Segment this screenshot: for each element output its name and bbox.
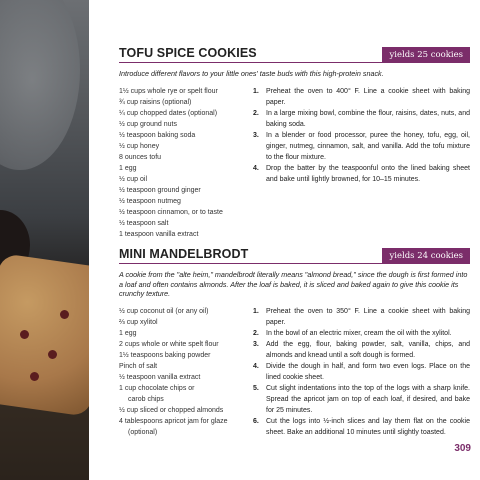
recipe-header bbox=[119, 245, 470, 264]
step-text: In a blender or food processor, puree the honey, tofu, egg, oil, ginger, nutmeg, cinnamon, salt, and vanilla. Add the tofu mixture to the flour mixture. bbox=[266, 131, 470, 161]
ingredients-list bbox=[119, 86, 253, 240]
step-item bbox=[253, 361, 470, 383]
recipe-body bbox=[119, 86, 470, 240]
ingredient-item: ¾ cup raisins (optional) bbox=[119, 98, 192, 106]
ingredient-item: 1 egg bbox=[119, 329, 137, 337]
ingredient-item: ⅔ cup xylitol bbox=[119, 318, 158, 326]
step-text: Preheat the oven to 400° F. Line a cookie sheet with baking paper. bbox=[266, 87, 470, 106]
photo-raisin bbox=[60, 310, 69, 319]
ingredient-item: 4 tablespoons apricot jam for glaze bbox=[119, 417, 228, 425]
ingredient-item: ½ cup coconut oil (or any oil) bbox=[119, 307, 209, 315]
step-number: 6. bbox=[253, 417, 259, 425]
ingredient-item: ½ teaspoon cinnamon, or to taste bbox=[119, 208, 223, 216]
ingredient-item: ½ teaspoon nutmeg bbox=[119, 197, 181, 205]
ingredient-item: 8 ounces tofu bbox=[119, 153, 162, 161]
ingredient-item: 2 cups whole or white spelt flour bbox=[119, 340, 219, 348]
step-number: 1. bbox=[253, 87, 259, 95]
ingredient-item: ½ cup oil bbox=[119, 175, 148, 183]
ingredient-item: ½ cup sliced or chopped almonds bbox=[119, 406, 224, 414]
step-text: Divide the dough in half, and form two even logs. Place on the lined cookie sheet. bbox=[266, 362, 470, 381]
step-text: In a large mixing bowl, combine the flour, raisins, dates, nuts, and baking soda. bbox=[266, 109, 470, 128]
ingredient-item: 1½ cups whole rye or spelt flour bbox=[119, 87, 218, 95]
recipe-title: TOFU SPICE COOKIES bbox=[119, 46, 257, 60]
ingredient-item: ¼ cup chopped dates (optional) bbox=[119, 109, 218, 117]
cookie-photo bbox=[0, 0, 89, 480]
step-number: 2. bbox=[253, 329, 259, 337]
step-item bbox=[253, 328, 470, 339]
yields-badge: yields 24 cookies bbox=[382, 248, 470, 264]
recipe-header bbox=[119, 44, 470, 63]
step-number: 4. bbox=[253, 362, 259, 370]
ingredient-item: ½ teaspoon baking soda bbox=[119, 131, 196, 139]
step-item bbox=[253, 86, 470, 108]
step-item bbox=[253, 163, 470, 185]
step-number: 3. bbox=[253, 131, 259, 139]
photo-biscotti bbox=[0, 253, 89, 417]
steps-list bbox=[253, 306, 470, 438]
recipe-title: MINI MANDELBRODT bbox=[119, 247, 249, 261]
recipe-intro: Introduce different flavors to your little ones' taste buds with this high-protein snack. bbox=[119, 69, 384, 78]
step-number: 4. bbox=[253, 164, 259, 172]
step-item bbox=[253, 416, 470, 438]
ingredient-item: 1 cup chocolate chips or bbox=[119, 384, 195, 392]
step-text: Cut the logs into ½-inch slices and lay them flat on the cookie sheet. Bake an additional 10 minutes until slightly toasted. bbox=[266, 417, 470, 436]
photo-plate bbox=[0, 0, 80, 170]
ingredient-item: 1 egg bbox=[119, 164, 137, 172]
ingredient-item: ½ teaspoon vanilla extract bbox=[119, 373, 201, 381]
recipe-body bbox=[119, 306, 470, 438]
ingredients-list bbox=[119, 306, 253, 438]
ingredient-item: ½ teaspoon ground ginger bbox=[119, 186, 201, 194]
recipe-page bbox=[89, 0, 480, 480]
ingredient-item: Pinch of salt bbox=[119, 362, 158, 370]
yields-badge: yields 25 cookies bbox=[382, 47, 470, 63]
step-number: 3. bbox=[253, 340, 259, 348]
step-text: Cut slight indentations into the top of the logs with a sharp knife. Spread the apricot jam on top of each loaf, if desired, and bake for 25 minutes. bbox=[266, 384, 470, 414]
step-item bbox=[253, 339, 470, 361]
step-item bbox=[253, 130, 470, 163]
steps-list bbox=[253, 86, 470, 240]
recipe-tofu-spice-cookies bbox=[119, 44, 470, 240]
ingredient-item: 1½ teaspoons baking powder bbox=[119, 351, 211, 359]
step-text: Add the egg, flour, baking powder, salt, vanilla, chips, and almonds and knead until a soft dough is formed. bbox=[266, 340, 470, 359]
photo-raisin bbox=[48, 350, 57, 359]
ingredient-item: 1 teaspoon vanilla extract bbox=[119, 230, 199, 238]
step-text: In the bowl of an electric mixer, cream the oil with the xylitol. bbox=[266, 329, 452, 337]
page-number: 309 bbox=[454, 443, 471, 454]
step-number: 1. bbox=[253, 307, 259, 315]
ingredient-item: (optional) bbox=[128, 428, 158, 436]
ingredient-item: ½ cup ground nuts bbox=[119, 120, 177, 128]
ingredient-item: ½ teaspoon salt bbox=[119, 219, 169, 227]
ingredient-item: ½ cup honey bbox=[119, 142, 160, 150]
recipe-mini-mandelbrodt bbox=[119, 245, 470, 438]
step-text: Drop the batter by the teaspoonful onto the lined baking sheet and bake until lightly browned, for 10–15 minutes. bbox=[266, 164, 470, 183]
step-item bbox=[253, 108, 470, 130]
step-item bbox=[253, 383, 470, 416]
ingredient-item: carob chips bbox=[128, 395, 164, 403]
step-text: Preheat the oven to 350° F. Line a cookie sheet with baking paper. bbox=[266, 307, 470, 326]
photo-raisin bbox=[20, 330, 29, 339]
photo-raisin bbox=[30, 372, 39, 381]
step-number: 5. bbox=[253, 384, 259, 392]
step-number: 2. bbox=[253, 109, 259, 117]
recipe-intro: A cookie from the "alte heim," mandelbrodt literally means "almond bread," since the dough is first formed into a loaf and often contains almonds. After the loaf is baked, it is sliced and baked again to give this cookie its crunchy texture. bbox=[119, 270, 468, 298]
step-item bbox=[253, 306, 470, 328]
